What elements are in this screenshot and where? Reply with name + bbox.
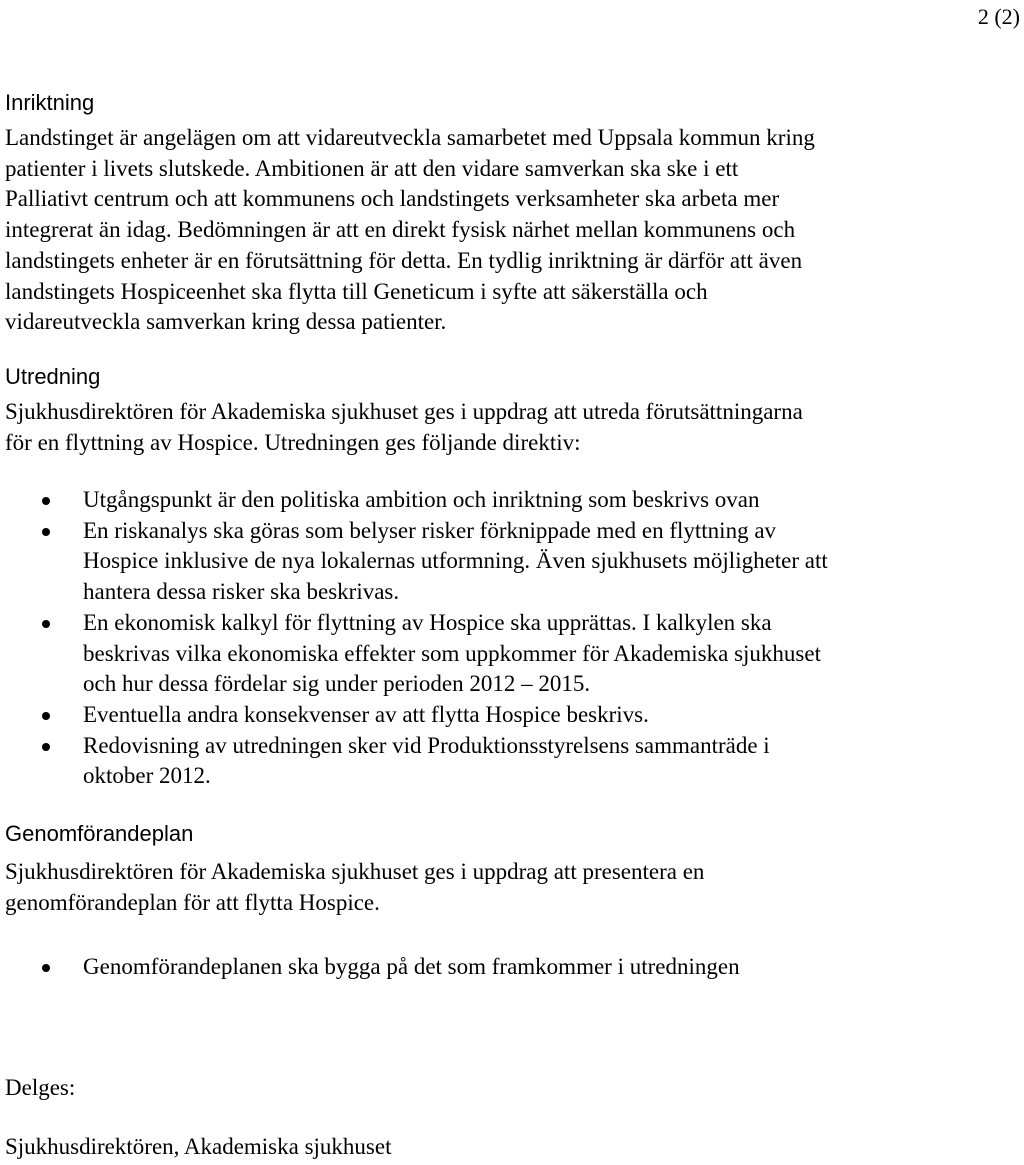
bullet-item xyxy=(0,608,1000,700)
bullet-dot xyxy=(42,620,50,628)
text-line: beskrivas vilka ekonomiska effekter som uppkommer för Akademiska sjukhuset xyxy=(83,640,821,666)
text-line: Utgångspunkt är den politiska ambition och inriktning som beskrivs ovan xyxy=(83,487,760,512)
text-line: Redovisning av utredningen sker vid Produktionsstyrelsens sammanträde i xyxy=(83,732,770,758)
page-number: 2 (2) xyxy=(977,4,1020,29)
text-line: Hospice inklusive de nya lokalernas utformning. Även sjukhusets möjligheter att xyxy=(83,548,828,574)
paragraph-inriktning xyxy=(5,123,965,338)
paragraph-genomforandeplan xyxy=(5,857,965,918)
text-line: patienter i livets slutskede. Ambitionen är att den vidare samverkan ska ske i ett xyxy=(5,155,739,181)
heading-utredning: Utredning xyxy=(5,364,101,389)
text-line: En ekonomisk kalkyl för flyttning av Hospice ska upprättas. I kalkylen ska xyxy=(83,609,772,635)
bullet-item xyxy=(0,516,1000,608)
heading-inriktning: Inriktning xyxy=(5,90,95,115)
text-line: hantera dessa risker ska beskrivas. xyxy=(83,579,400,605)
text-line: och hur dessa fördelar sig under perioden 2012 – 2015. xyxy=(83,671,591,697)
text-line: Landstinget är angelägen om att vidareutveckla samarbetet med Uppsala kommun kring xyxy=(5,125,815,150)
delges-label: Delges: xyxy=(5,1075,76,1100)
text-line: för en flyttning av Hospice. Utredningen ges följande direktiv: xyxy=(5,429,581,455)
bullet-dot xyxy=(42,528,50,536)
bullet-list-genomforandeplan xyxy=(0,952,1000,983)
text-line: Palliativt centrum och att kommunens och landstingets verksamheter ska arbeta mer xyxy=(5,186,780,212)
bullet-dot xyxy=(42,743,50,751)
text-line: genomförandeplan för att flytta Hospice. xyxy=(5,889,380,915)
text-line: Sjukhusdirektören för Akademiska sjukhuset ges i uppdrag att utreda förutsättningarna xyxy=(5,399,803,424)
text-line: integrerat än idag. Bedömningen är att en direkt fysisk närhet mellan kommunens och xyxy=(5,217,796,243)
paragraph-utredning xyxy=(5,397,965,458)
bullet-dot xyxy=(42,497,50,505)
bullet-item xyxy=(0,952,1000,983)
text-line: oktober 2012. xyxy=(83,763,211,789)
delges-recipient: Sjukhusdirektören, Akademiska sjukhuset xyxy=(5,1134,392,1159)
bullet-item xyxy=(0,485,1000,516)
bullet-item xyxy=(0,731,1000,792)
text-line: vidareutveckla samverkan kring dessa patienter. xyxy=(5,309,447,335)
text-line: Sjukhusdirektören för Akademiska sjukhuset ges i uppdrag att presentera en xyxy=(5,859,705,884)
bullet-item xyxy=(0,700,1000,731)
bullet-list-utredning xyxy=(0,485,1000,792)
bullet-dot xyxy=(42,712,50,720)
text-line: landstingets enheter är en förutsättning för detta. En tydlig inriktning är därför att även xyxy=(5,247,803,273)
bullet-dot xyxy=(42,964,50,972)
text-line: landstingets Hospiceenhet ska flytta till Geneticum i syfte att säkerställa och xyxy=(5,278,708,304)
text-line: En riskanalys ska göras som belyser risker förknippade med en flyttning av xyxy=(83,517,777,543)
heading-genomforandeplan: Genomförandeplan xyxy=(5,821,194,846)
text-line: Eventuella andra konsekvenser av att flytta Hospice beskrivs. xyxy=(83,701,649,727)
text-line: Genomförandeplanen ska bygga på det som framkommer i utredningen xyxy=(83,954,740,979)
